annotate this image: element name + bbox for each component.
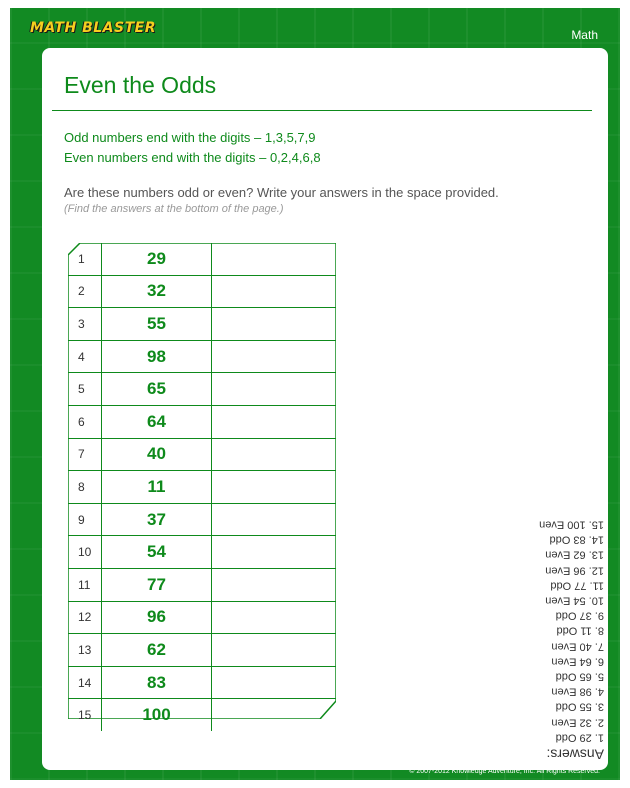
- answer-space[interactable]: [212, 602, 336, 634]
- answer-item: 12. 96 Even: [545, 563, 604, 576]
- math-blaster-logo[interactable]: MATH BLASTER: [30, 20, 156, 36]
- worksheet-frame: [10, 8, 620, 780]
- row-number: 37: [102, 504, 212, 536]
- row-index: 5: [68, 373, 102, 405]
- answer-item: 13. 62 Even: [545, 548, 604, 561]
- answer-item: 3. 55 Odd: [555, 700, 604, 713]
- table-row: [68, 536, 336, 569]
- row-index: 2: [68, 276, 102, 308]
- answer-item: 14. 83 Odd: [549, 533, 604, 546]
- section-label: Math: [571, 28, 598, 42]
- table-row: [68, 569, 336, 602]
- row-index: 7: [68, 439, 102, 471]
- table-row: [68, 602, 336, 635]
- answer-space[interactable]: [212, 406, 336, 438]
- answer-item: 11. 77 Odd: [550, 579, 604, 592]
- row-index: 13: [68, 634, 102, 666]
- answer-space[interactable]: [212, 276, 336, 308]
- page-title: Even the Odds: [64, 72, 217, 98]
- hint-text: (Find the answers at the bottom of the page.): [64, 203, 284, 215]
- row-index: 3: [68, 308, 102, 340]
- odd-rule-text: Odd numbers end with the digits – 1,3,5,7,9: [64, 130, 316, 145]
- answer-item: 2. 32 Even: [551, 715, 604, 728]
- row-number: 77: [102, 569, 212, 601]
- table-row: [68, 634, 336, 667]
- answer-space[interactable]: [212, 536, 336, 568]
- table-row: [68, 243, 336, 276]
- answers-heading: Answers:: [546, 746, 604, 763]
- table-row: [68, 471, 336, 504]
- answer-space[interactable]: [212, 569, 336, 601]
- row-number: 32: [102, 276, 212, 308]
- instruction-text: Are these numbers odd or even? Write your answers in the space provided.: [64, 185, 499, 200]
- answer-space[interactable]: [212, 667, 336, 699]
- answer-space[interactable]: [212, 699, 336, 731]
- row-number: 98: [102, 341, 212, 373]
- row-number: 62: [102, 634, 212, 666]
- row-index: 12: [68, 602, 102, 634]
- answer-item: 1. 29 Odd: [555, 731, 604, 744]
- answer-space[interactable]: [212, 439, 336, 471]
- row-number: 65: [102, 373, 212, 405]
- answer-space[interactable]: [212, 308, 336, 340]
- table-row: [68, 308, 336, 341]
- answer-space[interactable]: [212, 373, 336, 405]
- table-row: [68, 699, 336, 731]
- answer-item: 4. 98 Even: [551, 685, 604, 698]
- row-number: 83: [102, 667, 212, 699]
- row-number: 64: [102, 406, 212, 438]
- table-row: [68, 341, 336, 374]
- table-row: [68, 406, 336, 439]
- copyright-footer: © 2007-2012 Knowledge Adventure, Inc. All Rights Reserved.: [409, 768, 600, 775]
- answer-item: 5. 65 Odd: [555, 670, 604, 683]
- answer-space[interactable]: [212, 634, 336, 666]
- answer-item: 8. 11 Odd: [556, 624, 604, 637]
- row-index: 10: [68, 536, 102, 568]
- row-index: 11: [68, 569, 102, 601]
- answer-item: 15. 100 Even: [539, 518, 604, 531]
- answer-item: 7. 40 Even: [551, 639, 604, 652]
- table-row: [68, 439, 336, 472]
- row-number: 54: [102, 536, 212, 568]
- row-index: 1: [68, 243, 102, 275]
- table-row: [68, 504, 336, 537]
- worksheet-card: [42, 48, 608, 770]
- row-number: 40: [102, 439, 212, 471]
- number-table: [68, 243, 336, 731]
- answer-item: 10. 54 Even: [545, 594, 604, 607]
- row-index: 15: [68, 699, 102, 731]
- answer-item: 9. 37 Odd: [555, 609, 604, 622]
- answer-item: 6. 64 Even: [551, 655, 604, 668]
- row-number: 100: [102, 699, 212, 731]
- row-number: 29: [102, 243, 212, 275]
- table-row: [68, 667, 336, 700]
- row-index: 4: [68, 341, 102, 373]
- row-number: 96: [102, 602, 212, 634]
- answer-space[interactable]: [212, 504, 336, 536]
- title-divider: [52, 110, 592, 111]
- row-index: 8: [68, 471, 102, 503]
- even-rule-text: Even numbers end with the digits – 0,2,4,6,8: [64, 150, 321, 165]
- answer-space[interactable]: [212, 243, 336, 275]
- row-index: 14: [68, 667, 102, 699]
- upside-down-answer-key: [514, 516, 604, 761]
- row-number: 11: [102, 471, 212, 503]
- table-row: [68, 276, 336, 309]
- row-index: 9: [68, 504, 102, 536]
- answer-space[interactable]: [212, 341, 336, 373]
- row-number: 55: [102, 308, 212, 340]
- table-row: [68, 373, 336, 406]
- row-index: 6: [68, 406, 102, 438]
- answer-space[interactable]: [212, 471, 336, 503]
